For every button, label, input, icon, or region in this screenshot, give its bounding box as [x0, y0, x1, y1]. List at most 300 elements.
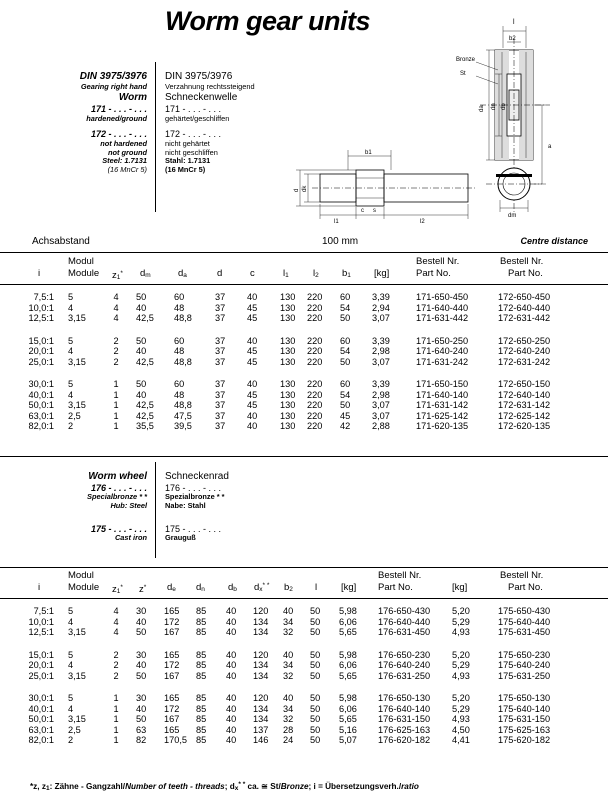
worm-wheel-drawing: [476, 26, 550, 214]
table1-cell: 3,07: [372, 313, 390, 323]
table1-cell: 4: [113, 292, 119, 302]
table2-cell: 40: [226, 660, 237, 670]
table2-cell: 175-640-240: [498, 660, 551, 670]
table2-cell: 50,0:1: [28, 714, 54, 724]
page-title: Worm gear units: [165, 6, 371, 36]
table1-cell: 50,0:1: [28, 400, 54, 410]
wheel-heading-en: Worm wheel: [88, 471, 147, 482]
table1-cell: 60: [340, 292, 351, 302]
table1-cell: 50: [136, 335, 147, 346]
table2-cell: 85: [196, 735, 207, 745]
table1-cell: 172-640-140: [498, 389, 551, 400]
table2-cell: 50: [310, 649, 321, 660]
table1-cell: 50: [340, 400, 351, 410]
table2-cell: 30: [136, 693, 147, 703]
drawing-label-da: da: [479, 105, 485, 112]
table1-cell: 2,88: [372, 421, 390, 431]
table2-cell: 85: [196, 670, 207, 681]
table2-cell: 34: [283, 660, 294, 670]
table2-cell: 5,65: [339, 670, 357, 681]
table2-cell: 50: [310, 627, 321, 637]
table2-cell: 5,29: [452, 703, 470, 714]
table1-cell: 47,5: [174, 410, 192, 421]
table1-cell: 50: [136, 292, 147, 302]
table2-cell: 4,93: [452, 627, 470, 637]
table1-cell: 3,39: [372, 379, 390, 389]
table1-cell: 4: [68, 302, 74, 313]
centre-distance-en: Centre distance: [520, 236, 588, 246]
wheel-heading-de: Schneckenrad: [165, 471, 229, 482]
drawing-label-dk: dk: [302, 185, 308, 192]
table1-cell: 171-650-450: [416, 292, 469, 302]
table2-cell: 4: [68, 703, 74, 714]
table2-cell: 165: [164, 724, 180, 735]
table1-cell: 220: [307, 346, 323, 356]
table1-cell: 130: [280, 302, 296, 313]
table2-cell: 4,93: [452, 714, 470, 724]
table1-cell: 37: [215, 421, 226, 431]
table2-cell: 82: [136, 735, 147, 745]
table2-cell: 3,15: [68, 670, 86, 681]
table2-cell: 20,0:1: [28, 660, 54, 670]
table2-cell: 40: [226, 670, 237, 681]
table2-cell: 40: [226, 735, 237, 745]
table2-cell: 30: [136, 649, 147, 660]
table2-cell: 2: [113, 649, 119, 660]
table2-cell: 4: [113, 616, 119, 627]
table2-cell: 1: [113, 693, 119, 703]
table1-cell: 40: [247, 335, 258, 346]
wheel-part-176-de: 176 - . . . - . . .: [165, 483, 222, 493]
t1-h-bn2-de: Bestell Nr.: [500, 256, 544, 267]
table2-cell: 167: [164, 714, 180, 724]
table1-row: [0, 313, 608, 324]
t1-h-kg: [kg]: [374, 268, 390, 279]
table1-cell: 3,39: [372, 292, 390, 302]
table1-cell: 172-640-240: [498, 346, 551, 356]
table1-cell: 20,0:1: [28, 346, 54, 356]
table2-cell: 4: [68, 616, 74, 627]
drawing-label-db: db: [501, 103, 507, 110]
table1-cell: 63,0:1: [28, 410, 54, 421]
table1-cell: 220: [307, 356, 323, 367]
table2-cell: 40: [226, 693, 237, 703]
table1-cell: 45: [247, 346, 258, 356]
table1-cell: 42,5: [136, 400, 154, 410]
table1-cell: 40,0:1: [28, 389, 54, 400]
table1-cell: 39,5: [174, 421, 192, 431]
table1-cell: 42,5: [136, 356, 154, 367]
table2-cell: 40: [226, 649, 237, 660]
worm-not-hardened-en: not hardened: [100, 139, 147, 149]
table1-cell: 130: [280, 389, 296, 400]
table1-cell: 50: [136, 379, 147, 389]
table2-cell: 50: [310, 693, 321, 703]
table2-cell: 85: [196, 703, 207, 714]
table1-cell: 35,5: [136, 421, 154, 431]
table1-cell: 220: [307, 389, 323, 400]
worm-heading-de: Schneckenwelle: [165, 91, 238, 103]
wheel-part-175-en: 175 - . . . - . . .: [90, 524, 147, 535]
table2-cell: 40: [226, 606, 237, 616]
footnote: *z, z1: Zähne - Gangzahl/Number of teeth - threads; dx* * ca. ≅ St/Bronze; i = Übersetzungsverh./ratio: [30, 781, 419, 792]
table2-cell: 34: [283, 703, 294, 714]
table1-cell: 12,5:1: [28, 313, 54, 323]
divider-wheel-top: [0, 456, 608, 457]
drawing-label-l1: l1: [334, 219, 339, 225]
table1-cell: 40: [136, 346, 147, 356]
table1-cell: 1: [113, 400, 119, 410]
table2-cell: 7,5:1: [33, 606, 54, 616]
wheel-bronze-en: Specialbronze * *: [87, 492, 147, 501]
t2-h-de: de: [167, 582, 176, 593]
table1-cell: 48: [174, 302, 185, 313]
table2-cell: 50: [310, 616, 321, 627]
table2-cell: 82,0:1: [28, 735, 54, 745]
table1-cell: 172-625-142: [498, 410, 551, 421]
table1-cell: 1: [113, 421, 119, 431]
table2-cell: 40: [226, 714, 237, 724]
table2-cell: 3,15: [68, 627, 86, 637]
table1-cell: 2: [113, 356, 119, 367]
table1-cell: 48: [174, 346, 185, 356]
table1-cell: 45: [247, 389, 258, 400]
t2-h-kg1: [kg]: [341, 582, 357, 593]
table2-cell: 146: [253, 735, 269, 745]
table2-row: [0, 660, 608, 671]
table1-cell: 4: [113, 302, 119, 313]
table2-row: [0, 650, 608, 661]
table1-cell: 171-640-240: [416, 346, 469, 356]
table2-cell: 176-625-163: [378, 724, 431, 735]
divider-table1-top: [0, 252, 608, 253]
table2-cell: 1: [113, 714, 119, 724]
table1-cell: 2: [113, 335, 119, 346]
table1-cell: 45: [247, 302, 258, 313]
table1-cell: 172-631-142: [498, 400, 551, 410]
table2-row: [0, 627, 608, 638]
worm-not-hardened-de: nicht gehärtet: [165, 139, 210, 149]
table2-cell: 5,07: [339, 735, 357, 745]
table1-cell: 172-650-150: [498, 379, 551, 389]
table1-row: [0, 411, 608, 422]
table2-cell: 6,06: [339, 616, 357, 627]
table2-cell: 176-650-230: [378, 649, 431, 660]
table2-cell: 5: [68, 649, 74, 660]
table1-cell: 220: [307, 292, 323, 302]
wheel-part-175-de: 175 - . . . - . . .: [165, 524, 222, 535]
drawing-label-dn: dn: [491, 103, 497, 110]
worm-not-ground-de: nicht geschliffen: [165, 147, 218, 157]
table1-cell: 130: [280, 313, 296, 323]
t2-h-l: l: [315, 582, 318, 593]
worm-heading-en: Worm: [118, 91, 147, 103]
drawing-label-st: St: [460, 71, 466, 77]
worm-part-172-de: 172 - . . . - . . .: [165, 129, 222, 140]
table1-cell: 2: [68, 421, 74, 431]
table1-cell: 220: [307, 410, 323, 421]
t1-h-d: d: [217, 268, 223, 279]
table2-cell: 85: [196, 606, 207, 616]
table2-cell: 167: [164, 670, 180, 681]
table2-cell: 175-640-440: [498, 616, 551, 627]
table1-cell: 130: [280, 410, 296, 421]
table2-cell: 120: [253, 606, 269, 616]
table1-cell: 172-650-450: [498, 292, 551, 302]
table2-cell: 172: [164, 703, 180, 714]
table2-cell: 120: [253, 649, 269, 660]
table1-cell: 3,07: [372, 400, 390, 410]
table1-cell: 42,5: [136, 410, 154, 421]
drawing-label-dm: dm: [508, 213, 517, 219]
worm-gearing-en: Gearing right hand: [80, 82, 147, 91]
table1-cell: 37: [215, 400, 226, 410]
table1-cell: 37: [215, 346, 226, 356]
table1-cell: 171-631-242: [416, 356, 469, 367]
table2-cell: 50: [136, 714, 147, 724]
table2-cell: 5: [68, 693, 74, 703]
t2-h-b2: b2: [284, 582, 293, 593]
table2-cell: 6,06: [339, 660, 357, 670]
table1-cell: 220: [307, 379, 323, 389]
divider-vertical-worm: [155, 62, 156, 212]
worm-gear-drawing: [290, 14, 590, 226]
table1-cell: 45: [340, 410, 351, 421]
worm-description-de: [165, 70, 255, 175]
table2-cell: 50: [310, 703, 321, 714]
table2-cell: 50: [310, 670, 321, 681]
table2-cell: 50: [136, 670, 147, 681]
table1-row: [0, 390, 608, 401]
table2-cell: 5,98: [339, 606, 357, 616]
table1-row: [0, 357, 608, 368]
table1-cell: 40: [136, 389, 147, 400]
worm-not-ground-en: not ground: [108, 147, 147, 157]
t1-h-modul-de: Modul: [68, 256, 94, 267]
wheel-hub-de: Nabe: Stahl: [165, 500, 206, 510]
table1-cell: 60: [340, 335, 351, 346]
table2-cell: 85: [196, 660, 207, 670]
table2-cell: 170,5: [164, 735, 187, 745]
table2-cell: 5,65: [339, 714, 357, 724]
table1-cell: 3,39: [372, 335, 390, 346]
table2-cell: 50: [310, 714, 321, 724]
t1-h-bn1-de: Bestell Nr.: [416, 256, 460, 267]
table1-cell: 1: [113, 389, 119, 400]
table2-cell: 85: [196, 616, 207, 627]
table1-cell: 171-650-150: [416, 379, 469, 389]
table2-cell: 175-631-150: [498, 714, 551, 724]
table2-cell: 4: [68, 660, 74, 670]
table2-cell: 165: [164, 693, 180, 703]
table1-cell: 37: [215, 379, 226, 389]
table2-cell: 40: [283, 606, 294, 616]
table2-cell: 5,20: [452, 693, 470, 703]
table2-cell: 4,93: [452, 670, 470, 681]
table2-cell: 50: [310, 724, 321, 735]
table2-cell: 85: [196, 649, 207, 660]
table2-cell: 30,0:1: [28, 693, 54, 703]
table2-cell: 175-620-182: [498, 735, 551, 745]
table2-cell: 165: [164, 606, 180, 616]
table1-row: [0, 303, 608, 314]
table1-row: [0, 346, 608, 357]
table1-cell: 48,8: [174, 400, 192, 410]
table2-cell: 1: [113, 735, 119, 745]
table2-cell: 40: [226, 627, 237, 637]
table1-cell: 10,0:1: [28, 302, 54, 313]
worm-din-de: DIN 3975/3976: [165, 71, 233, 82]
table2-cell: 176-640-140: [378, 703, 431, 714]
wheel-description-en: [10, 470, 147, 543]
t2-h-bn1-de: Bestell Nr.: [378, 570, 422, 581]
table1-cell: 48: [174, 389, 185, 400]
table1-cell: 60: [174, 292, 185, 302]
worm-part-171-en: 171 - . . . - . . .: [90, 103, 147, 114]
centre-distance-value: 100 mm: [322, 236, 359, 247]
table1-cell: 45: [247, 356, 258, 367]
table2-cell: 40: [226, 724, 237, 735]
table1-cell: 171-640-440: [416, 302, 469, 313]
table2-cell: 172: [164, 660, 180, 670]
t2-h-z2: z*: [139, 584, 147, 595]
table2-cell: 175-625-163: [498, 724, 551, 735]
worm-hardened-de: gehärtet/geschliffen: [165, 113, 230, 123]
drawing-label-l: l: [513, 19, 515, 26]
table2-cell: 40: [226, 616, 237, 627]
table2-cell: 50: [310, 660, 321, 670]
t1-h-c: c: [250, 268, 255, 279]
t1-h-z1: z1*: [112, 270, 123, 281]
table1-cell: 30,0:1: [28, 379, 54, 389]
table2-cell: 6,06: [339, 703, 357, 714]
table2-cell: 4: [113, 627, 119, 637]
table2-cell: 40: [136, 660, 147, 670]
table2-cell: 34: [283, 616, 294, 627]
wheel-part-176-en: 176 - . . . - . . .: [90, 483, 147, 493]
table2-cell: 120: [253, 693, 269, 703]
t1-h-bn2-en: Part No.: [508, 268, 543, 279]
t2-h-modul-en: Module: [68, 582, 100, 593]
table1-cell: 45: [247, 313, 258, 323]
table2-cell: 50: [136, 627, 147, 637]
table2-cell: 167: [164, 627, 180, 637]
drawing-label-a: a: [548, 144, 552, 150]
t1-h-l2: l2: [313, 268, 319, 279]
table2-cell: 5,20: [452, 606, 470, 616]
table2-cell: 5: [68, 606, 74, 616]
table2-cell: 5,29: [452, 616, 470, 627]
table2-cell: 40: [226, 703, 237, 714]
table1-cell: 130: [280, 335, 296, 346]
t2-h-modul-de: Modul: [68, 570, 94, 581]
table2-cell: 40: [136, 616, 147, 627]
wheel-cast-iron-en: Cast iron: [114, 533, 147, 543]
table1-cell: 130: [280, 356, 296, 367]
table1-row: [0, 421, 608, 432]
table2-cell: 175-640-140: [498, 703, 551, 714]
table1-row: [0, 379, 608, 390]
drawing-label-s: s: [373, 208, 376, 214]
table1-cell: 54: [340, 302, 351, 313]
table2-cell: 134: [253, 670, 269, 681]
t2-h-db: db: [228, 582, 237, 593]
table2-cell: 50: [310, 735, 321, 745]
table2-cell: 32: [283, 714, 294, 724]
table1-cell: 171-640-140: [416, 389, 469, 400]
table2-cell: 85: [196, 693, 207, 703]
table1-cell: 40: [247, 292, 258, 302]
table2-cell: 175-631-250: [498, 670, 551, 681]
table1-cell: 54: [340, 346, 351, 356]
table1-cell: 60: [340, 379, 351, 389]
table1-cell: 1: [113, 379, 119, 389]
table2-cell: 40: [136, 703, 147, 714]
table2-cell: 25,0:1: [28, 670, 54, 681]
table1-cell: 130: [280, 421, 296, 431]
table2-cell: 40: [283, 649, 294, 660]
table2-cell: 1: [113, 724, 119, 735]
table2-cell: 176-631-450: [378, 627, 431, 637]
table1-cell: 37: [215, 302, 226, 313]
table1-cell: 4: [68, 346, 74, 356]
table1-cell: 2,98: [372, 389, 390, 400]
table2-cell: 3,15: [68, 714, 86, 724]
table2-cell: 2: [113, 660, 119, 670]
table1-cell: 37: [215, 313, 226, 323]
table1-cell: 3,15: [68, 356, 86, 367]
table2-cell: 63,0:1: [28, 724, 54, 735]
wheel-cast-iron-de: Grauguß: [165, 533, 196, 543]
table1-cell: 50: [340, 313, 351, 323]
table1-cell: 220: [307, 335, 323, 346]
table1-cell: 82,0:1: [28, 421, 54, 431]
table2-cell: 134: [253, 616, 269, 627]
table1-cell: 220: [307, 421, 323, 431]
table1-cell: 130: [280, 346, 296, 356]
t1-h-modul-en: Module: [68, 268, 100, 279]
drawing-label-d: d: [294, 188, 300, 192]
t1-h-b1: b1: [342, 268, 351, 279]
table1-cell: 130: [280, 400, 296, 410]
table2-cell: 85: [196, 714, 207, 724]
worm-part-171-de: 171 - . . . - . . .: [165, 103, 222, 114]
table2-row: [0, 725, 608, 736]
table2-cell: 176-631-150: [378, 714, 431, 724]
table1-cell: 172-631-242: [498, 356, 551, 367]
table2-cell: 5,98: [339, 693, 357, 703]
table1-cell: 130: [280, 379, 296, 389]
worm-material-de: (16 MnCr 5): [165, 164, 206, 174]
table1-row: [0, 292, 608, 303]
t2-h-dx: dx* *: [254, 582, 270, 593]
table1-cell: 48,8: [174, 313, 192, 323]
worm-hardened-en: hardened/ground: [86, 113, 147, 123]
table2-cell: 4: [113, 606, 119, 616]
table1-cell: 172-631-442: [498, 313, 551, 323]
table1-cell: 42: [340, 421, 351, 431]
table1-cell: 45: [247, 400, 258, 410]
centre-distance-de: Achsabstand: [32, 236, 90, 247]
worm-steel-en: Steel: 1.7131: [102, 156, 147, 166]
table2-row: [0, 606, 608, 617]
table2-row: [0, 671, 608, 682]
worm-din-en: DIN 3975/3976: [79, 71, 147, 82]
table2-row: [0, 617, 608, 628]
table1-cell: 37: [215, 389, 226, 400]
divider-table2-header: [0, 598, 608, 599]
table1-cell: 220: [307, 302, 323, 313]
